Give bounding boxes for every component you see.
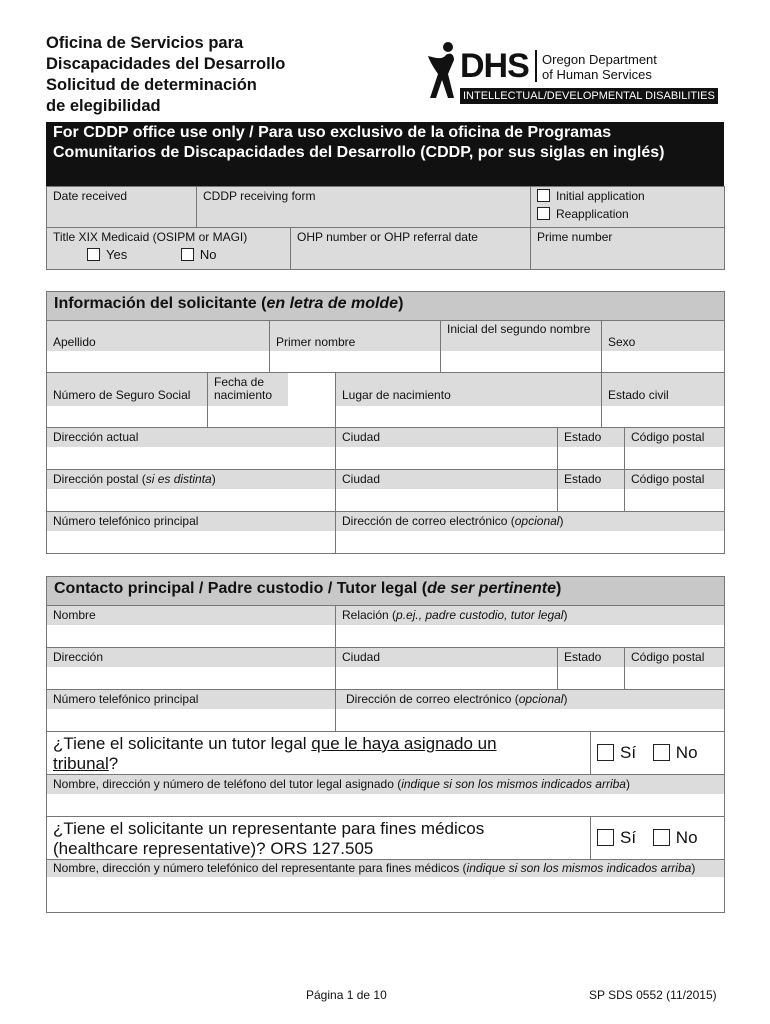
reapplication-option[interactable] [531,205,724,223]
title-line: Solicitud de determinación [46,76,257,94]
healthcare-rep-question [46,816,591,860]
checkbox[interactable] [653,829,670,846]
logo-org-line: Oregon Department [542,52,657,67]
dob-field[interactable] [207,372,336,428]
contact-email-field[interactable] [335,689,725,732]
healthcare-rep-info-field[interactable] [46,859,725,913]
date-received-field[interactable] [46,186,197,228]
field-label: CDDP receiving form [197,187,530,206]
sex-field[interactable] [601,320,725,373]
option-label: Sí [620,743,637,762]
city-field[interactable] [335,427,558,470]
heading-italic: en letra de molde [266,295,399,312]
office-use-banner: For CDDP office use only / Para uso exclusivo de la oficina de Programas Comunitarios de Discapacidades del Desarrollo (CDDP, por sus siglas en inglés) [46,122,724,186]
no-option[interactable] [181,247,217,262]
logo-org-name [542,52,657,82]
q-underlined: que le haya asignado un [311,734,497,753]
label-italic: opcional [518,692,564,706]
field-label: Date received [47,187,196,206]
contact-section-heading [46,576,725,606]
yes-option[interactable] [87,247,127,262]
label-text: Dirección de correo electrónico ( [346,692,519,706]
field-label [47,860,724,877]
field-label: Fecha de nacimiento [208,373,288,406]
field-label: Número telefónico principal [47,690,335,709]
label-text: Nombre, dirección y número de teléfono del tutor legal asignado ( [53,777,402,791]
field-label: Código postal [625,648,724,667]
title-line: Oficina de Servicios para [46,34,244,52]
checkbox[interactable] [597,744,614,761]
label-end: ) [559,514,564,528]
label-end: ) [691,861,696,875]
field-label [47,775,724,794]
form-title [46,33,406,117]
field-label: Inicial del segundo nombre [441,321,601,351]
phone-field[interactable] [46,511,336,554]
mailing-state-field[interactable] [557,469,625,512]
birthplace-field[interactable] [335,372,602,428]
last-name-field[interactable] [46,320,270,373]
field-label: OHP number or OHP referral date [291,228,530,247]
medicaid-field [46,227,291,270]
email-field[interactable] [335,511,725,554]
field-label: Apellido [47,321,269,351]
contact-name-field[interactable] [46,605,336,648]
label-end: ) [211,472,216,486]
option-label: Initial application [556,189,645,203]
field-label: Ciudad [336,428,557,447]
logo-org-line: of Human Services [542,67,652,82]
si-option[interactable] [597,743,636,762]
field-label [336,690,724,709]
checkbox[interactable] [181,248,194,261]
q-text: (healthcare representative)? ORS 127.505 [53,839,374,858]
q-text: ¿Tiene el solicitante un tutor legal [53,734,312,753]
contact-city-field[interactable] [335,647,558,690]
field-label: Dirección actual [47,428,335,447]
current-address-field[interactable] [46,427,336,470]
label-italic: opcional [514,514,560,528]
checkbox[interactable] [653,744,670,761]
checkbox[interactable] [537,207,550,220]
q-text: ¿Tiene el solicitante un representante para fines médicos [53,819,485,838]
label-text: Nombre, dirección y número telefónico del representante para fines médicos ( [53,861,467,875]
middle-initial-field[interactable] [440,320,602,373]
heading-italic: de ser pertinente [427,580,557,597]
ssn-field[interactable] [46,372,208,428]
field-label: Estado civil [602,373,724,406]
option-label: Yes [106,247,128,262]
application-type-group [530,186,725,228]
label-italic: indique si son los mismos indicados arriba [466,861,692,875]
page-number: Página 1 de 10 [306,988,387,1002]
field-label: Nombre [47,606,335,625]
receiving-form-field[interactable] [196,186,531,228]
mailing-zip-field[interactable] [624,469,725,512]
field-label: Dirección [47,648,335,667]
field-label: Title XIX Medicaid (OSIPM or MAGI) [47,228,290,247]
field-label [336,606,724,625]
field-label: Ciudad [336,648,557,667]
field-label: Primer nombre [270,321,440,351]
heading-end: ) [398,295,404,312]
label-italic: indique si son los mismos indicados arriba [401,777,626,791]
field-label [336,512,724,531]
logo-divider [535,50,537,82]
state-field[interactable] [557,427,625,470]
zip-field[interactable] [624,427,725,470]
field-label: Prime number [531,228,724,247]
title-line: Discapacidades del Desarrollo [46,55,286,73]
title-line: de elegibilidad [46,97,161,115]
checkbox[interactable] [87,248,100,261]
mailing-address-field[interactable] [46,469,336,512]
field-label [47,470,335,489]
q-end: ? [108,754,119,773]
q-underlined: tribunal [53,754,109,773]
relation-field[interactable] [335,605,725,648]
prime-number-field[interactable] [530,227,725,270]
option-label: Reapplication [556,207,629,221]
option-label: No [675,828,698,847]
form-id: SP SDS 0552 (11/2015) [589,988,717,1002]
dhs-logo [420,38,730,108]
label-italic: si es distinta [145,472,212,486]
contact-address-field[interactable] [46,647,336,690]
label-end: ) [625,777,630,791]
field-label: Código postal [625,428,724,447]
applicant-section-heading [46,291,725,321]
no-option[interactable] [653,743,698,762]
guardian-question [46,731,591,775]
si-option[interactable] [597,828,636,847]
label-italic: p.ej., padre custodio, tutor legal [396,608,564,622]
first-name-field[interactable] [269,320,441,373]
field-label: Ciudad [336,470,557,489]
label-text: Dirección de correo electrónico ( [342,514,515,528]
field-label: Número telefónico principal [47,512,335,531]
field-label: Estado [558,470,624,489]
question-text [53,734,584,774]
no-option[interactable] [653,828,698,847]
checkbox[interactable] [597,829,614,846]
label-text: Dirección postal ( [53,472,146,486]
guardian-info-field[interactable] [46,774,725,817]
field-label: Estado [558,648,624,667]
label-text: Relación ( [342,608,397,622]
field-label: Código postal [625,470,724,489]
guardian-answer [590,731,725,775]
option-label: Sí [620,828,637,847]
logo-banner: INTELLECTUAL/DEVELOPMENTAL DISABILITIES [460,88,718,104]
contact-phone-field[interactable] [46,689,336,732]
heading-text: Información del solicitante ( [54,295,267,312]
heading-text: Contacto principal / Padre custodio / Tutor legal ( [54,580,428,597]
marital-status-field[interactable] [601,372,725,428]
medicaid-options [47,247,290,262]
dhs-letters: DHS [460,47,529,85]
field-label: Estado [558,428,624,447]
person-figure-icon [424,40,460,100]
option-label: No [199,247,217,262]
healthcare-rep-answer [590,816,725,860]
contact-state-field[interactable] [557,647,625,690]
label-end: ) [563,608,568,622]
checkbox[interactable] [537,189,550,202]
heading-end: ) [556,580,562,597]
field-label: Lugar de nacimiento [336,373,601,406]
field-label: Número de Seguro Social [47,373,207,406]
option-label: No [675,743,698,762]
contact-zip-field[interactable] [624,647,725,690]
question-text [53,819,584,859]
field-label: Sexo [602,321,724,351]
label-end: ) [563,692,568,706]
mailing-city-field[interactable] [335,469,558,512]
ohp-number-field[interactable] [290,227,531,270]
initial-application-option[interactable] [531,187,724,205]
